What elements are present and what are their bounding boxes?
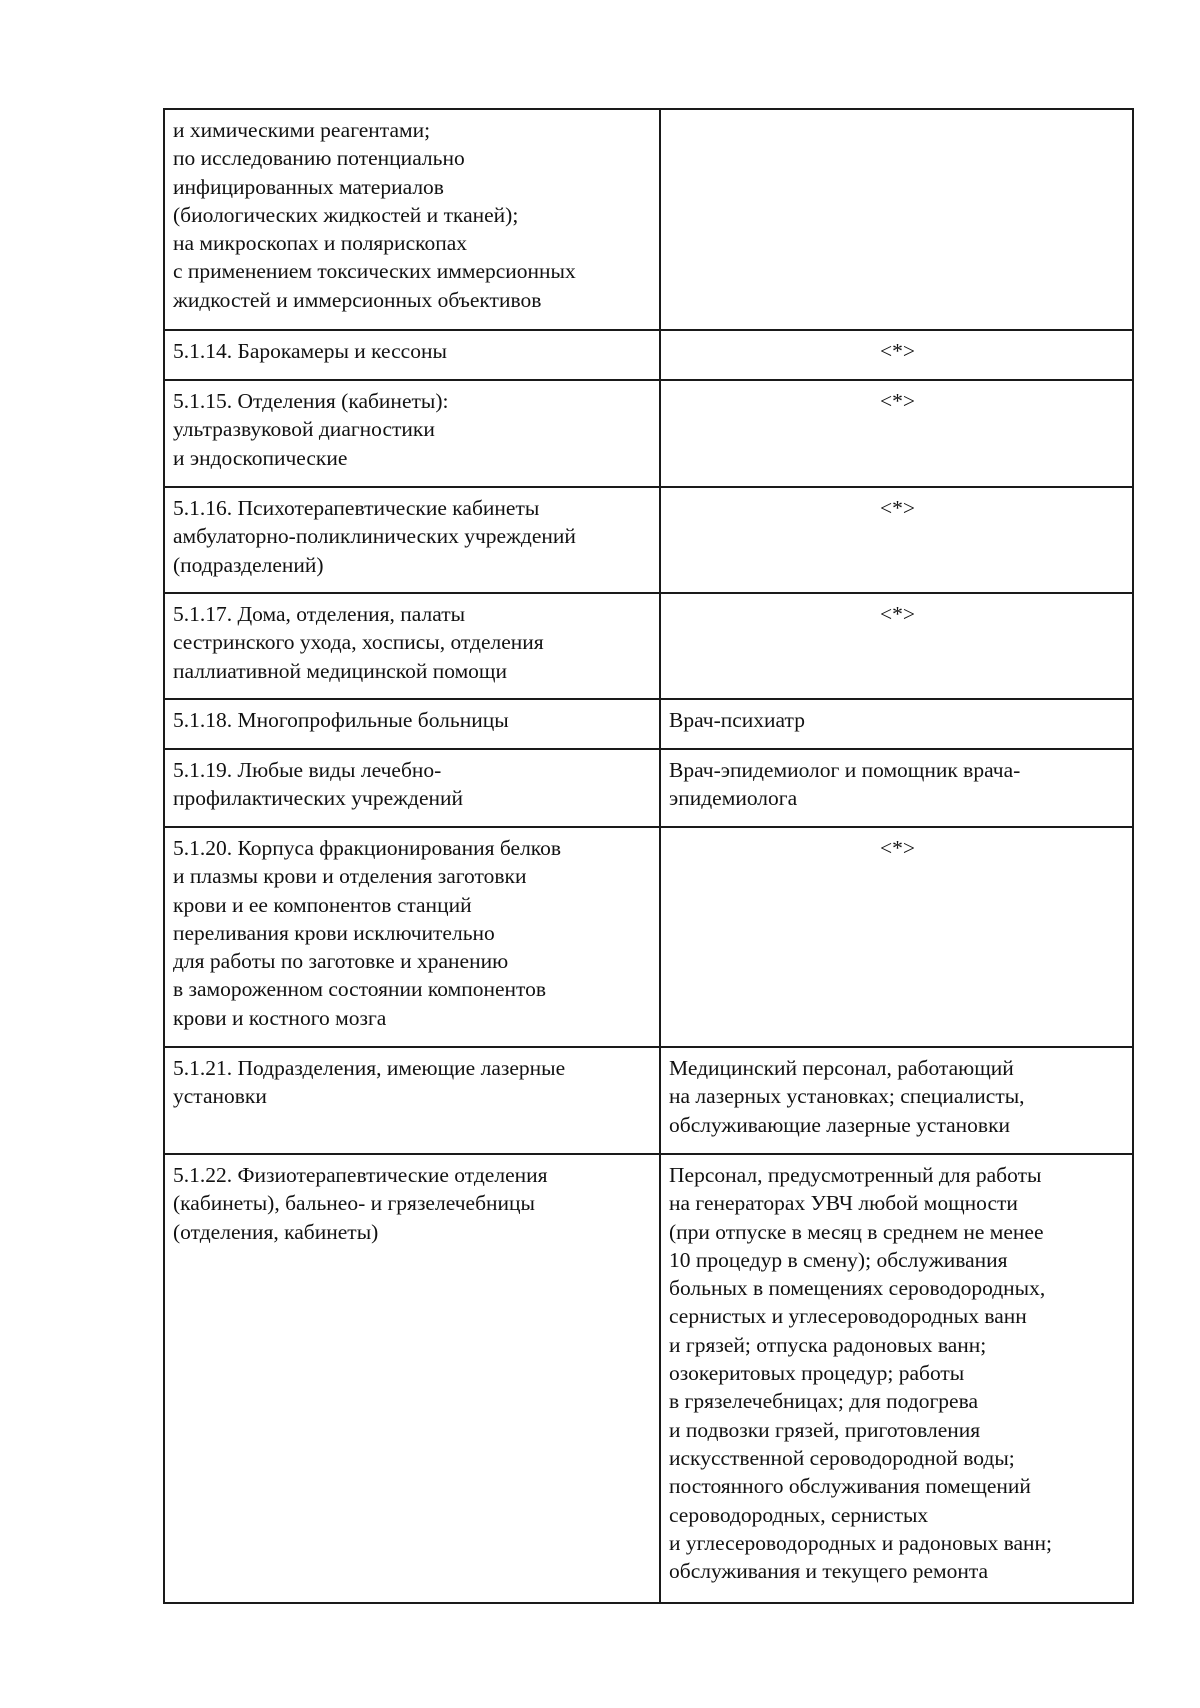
table-cell-description: 5.1.22. Физиотерапевтические отделения (кабинеты), бальнео- и грязелечебницы (отделения, кабинеты) <box>164 1154 660 1603</box>
table-row <box>164 749 1133 827</box>
table-cell-description: 5.1.15. Отделения (кабинеты): ультразвуковой диагностики и эндоскопические <box>164 380 660 487</box>
table-cell-personnel: <*> <box>660 330 1133 380</box>
table-row <box>164 699 1133 749</box>
table-row <box>164 487 1133 593</box>
table-cell-description: 5.1.16. Психотерапевтические кабинеты амбулаторно-поликлинических учреждений (подразделений) <box>164 487 660 593</box>
table-cell-personnel: Медицинский персонал, работающий на лазерных установках; специалисты, обслуживающие лазерные установки <box>660 1047 1133 1154</box>
table-cell-personnel: <*> <box>660 380 1133 487</box>
table-cell-description: 5.1.21. Подразделения, имеющие лазерные установки <box>164 1047 660 1154</box>
table-row <box>164 827 1133 1047</box>
table-cell-personnel: Врач-эпидемиолог и помощник врача- эпидемиолога <box>660 749 1133 827</box>
table-row <box>164 593 1133 699</box>
table-row <box>164 1154 1133 1603</box>
table-cell-personnel: <*> <box>660 487 1133 593</box>
table-cell-personnel: <*> <box>660 593 1133 699</box>
table-cell-description: и химическими реагентами; по исследованию потенциально инфицированных материалов (биологических жидкостей и тканей); на микроскопах и полярископах с применением токсических иммерсионных жидкостей и иммерсионных объективов <box>164 109 660 330</box>
table-cell-personnel: <*> <box>660 827 1133 1047</box>
regulation-table <box>163 108 1134 1604</box>
table-row <box>164 380 1133 487</box>
table-cell-personnel <box>660 109 1133 330</box>
table-cell-personnel: Персонал, предусмотренный для работы на генераторах УВЧ любой мощности (при отпуске в месяц в среднем не менее 10 процедур в смену); обслуживания больных в помещениях сероводородных, сернистых и углесероводородных ванн и грязей; отпуска радоновых ванн; озокеритовых процедур; работы в грязелечебницах; для подогрева и подвозки грязей, приготовления искусственной сероводородной воды; постоянного обслуживания помещений сероводородных, сернистых и углесероводородных и радоновых ванн; обслуживания и текущего ремонта <box>660 1154 1133 1603</box>
table-row <box>164 330 1133 380</box>
table-cell-description: 5.1.18. Многопрофильные больницы <box>164 699 660 749</box>
table-row <box>164 1047 1133 1154</box>
table-cell-description: 5.1.14. Барокамеры и кессоны <box>164 330 660 380</box>
table-cell-description: 5.1.19. Любые виды лечебно- профилактических учреждений <box>164 749 660 827</box>
table-cell-description: 5.1.17. Дома, отделения, палаты сестринского ухода, хосписы, отделения паллиативной медицинской помощи <box>164 593 660 699</box>
table-cell-personnel: Врач-психиатр <box>660 699 1133 749</box>
table-row <box>164 109 1133 330</box>
table-cell-description: 5.1.20. Корпуса фракционирования белков и плазмы крови и отделения заготовки крови и ее компонентов станций переливания крови исключительно для работы по заготовке и хранению в замороженном состоянии компонентов крови и костного мозга <box>164 827 660 1047</box>
